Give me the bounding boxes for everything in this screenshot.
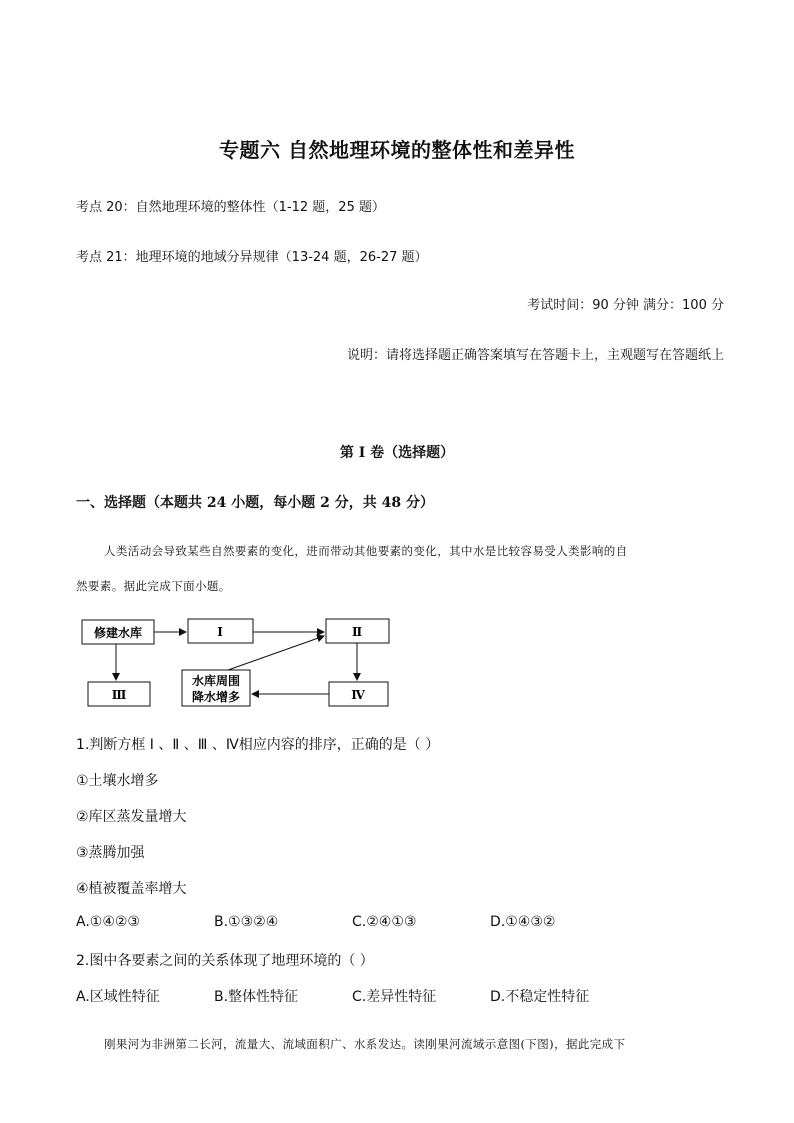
q1-item-1: ①土壤水增多: [76, 773, 159, 789]
box-start-label: 修建水库: [93, 626, 143, 640]
part-title: 一、选择题（本题共 24 小题，每小题 2 分，共 48 分）: [76, 495, 434, 511]
q2-option-d[interactable]: D.不稳定性特征: [490, 989, 590, 1005]
flow-diagram: [78, 614, 398, 714]
q1-item-3: ③蒸腾加强: [76, 845, 145, 861]
intro-paragraph-line-1: 人类活动会导致某些自然要素的变化，进而带动其他要素的变化，其中水是比较容易受人类影响的自: [104, 544, 628, 558]
box-3-label: Ⅲ: [111, 688, 127, 702]
q1-stem: 1.判断方框 Ⅰ 、Ⅱ 、Ⅲ 、Ⅳ相应内容的排序，正确的是（ ）: [76, 737, 440, 753]
kaodian-21: 考点 21：地理环境的地域分异规律（13-24 题，26-27 题）: [76, 250, 428, 265]
q1-option-c[interactable]: C.②④①③: [352, 914, 417, 930]
q1-option-d[interactable]: D.①④③②: [490, 914, 556, 930]
section-title: 第 I 卷（选择题）: [339, 445, 455, 461]
arrow-center-to-2: [228, 636, 324, 670]
exam-info: 考试时间：90 分钟 满分：100 分: [527, 298, 724, 313]
box-2-label: Ⅱ: [351, 625, 363, 639]
q1-item-2: ②库区蒸发量增大: [76, 809, 187, 825]
box-1-label: Ⅰ: [217, 625, 223, 639]
q1-item-4: ④植被覆盖率增大: [76, 881, 187, 897]
q1-option-b[interactable]: B.①③②④: [214, 914, 279, 930]
instructions: 说明：请将选择题正确答案填写在答题卡上，主观题写在答题纸上: [346, 348, 724, 363]
box-4-label: Ⅳ: [351, 688, 365, 702]
box-center-label-2: 降水增多: [191, 690, 241, 704]
q2-option-a[interactable]: A.区域性特征: [76, 989, 160, 1005]
page-title: 专题六 自然地理环境的整体性和差异性: [219, 138, 575, 162]
kaodian-20: 考点 20：自然地理环境的整体性（1-12 题，25 题）: [76, 200, 385, 215]
q2-option-c[interactable]: C.差异性特征: [352, 989, 437, 1005]
intro2-paragraph: 刚果河为非洲第二长河，流量大、流域面积广、水系发达。读刚果河流域示意图(下图)，据此完成下: [104, 1037, 626, 1051]
q2-stem: 2.图中各要素之间的关系体现了地理环境的（ ）: [76, 953, 374, 969]
box-center-label-1: 水库周围: [191, 674, 241, 688]
q1-option-a[interactable]: A.①④②③: [76, 914, 140, 930]
q2-option-b[interactable]: B.整体性特征: [214, 989, 299, 1005]
intro-paragraph-line-2: 然要素。据此完成下面小题。: [76, 579, 231, 593]
